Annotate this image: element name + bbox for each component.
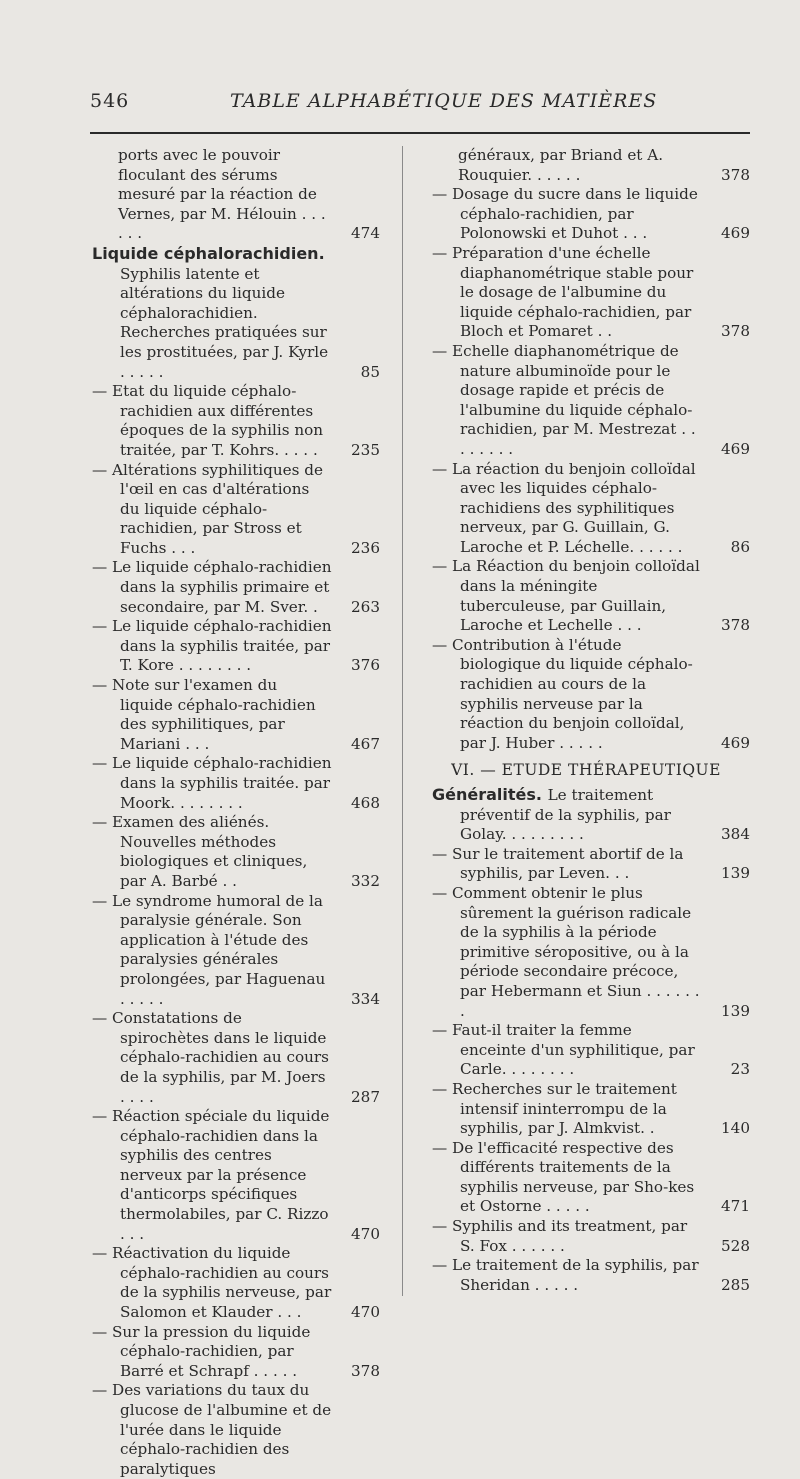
entry-page-number: 467 <box>351 734 380 753</box>
entry-text: — Dosage du sucre dans le liquide céphalo-rachidien, par Polonowski et Duhot . . . <box>432 185 698 243</box>
entry-text: — Contribution à l'étude biologique du liquide céphalo-rachidien au cours de la syphilis nerveuse par la réaction du benjoin colloïdal, par J. Huber . . . . . <box>432 635 693 752</box>
entry-text: — Examen des aliénés. Nouvelles méthodes biologiques et cliniques, par A. Barbé . . <box>92 813 308 890</box>
entry-text: — Le liquide céphalo-rachidien dans la syphilis primaire et secondaire, par M. Sver. . <box>92 558 332 616</box>
entry-page-number: 470 <box>351 1224 380 1243</box>
entry-text: — Comment obtenir le plus sûrement la guérison radicale de la syphilis à la période primitive séropositive, ou à la période secondaire précoce, par Hebermann et Siun . . . . . . . <box>432 883 700 1020</box>
entry-text: — Réactivation du liquide céphalo-rachidien au cours de la syphilis nerveuse, par Salomon et Klauder . . . <box>92 1244 332 1322</box>
index-entry <box>92 1107 380 1244</box>
index-entry <box>432 785 750 845</box>
index-entry <box>432 185 750 244</box>
index-entry <box>92 813 380 891</box>
entry-page-number: 468 <box>351 793 380 812</box>
entry-text: Syphilis latente et altérations du liquide céphalorachidien. Recherches pratiquées sur les prostituées, par J. Kyrle . . . . . <box>120 264 329 381</box>
entry-page-number: 378 <box>721 322 750 341</box>
entry-page-number: 86 <box>730 537 750 556</box>
entry-page-number: 474 <box>351 224 380 243</box>
entry-text: — La réaction du benjoin colloïdal avec les liquides céphalo-rachidiens des syphilitiques nerveux, par G. Guillain, G. Laroche et P. Léchelle. . . . . . <box>432 459 696 556</box>
entry-page-number: 471 <box>721 1197 750 1216</box>
entry-text: généraux, par Briand et A. Rouquier. . . . . . <box>458 146 664 184</box>
index-entry <box>432 557 750 635</box>
index-entry <box>92 754 380 813</box>
index-entry <box>432 1217 750 1256</box>
page-header <box>90 90 750 120</box>
entry-page-number: 470 <box>351 1303 380 1322</box>
entry-page-number: 140 <box>721 1119 750 1138</box>
index-entry <box>432 636 750 754</box>
entry-page-number: 469 <box>721 733 750 752</box>
entry-page-number: 139 <box>721 864 750 883</box>
entry-text: — Réaction spéciale du liquide céphalo-rachidien dans la syphilis des centres nerveux par la présence d'anticorps spécifiques thermolabiles, par C. Rizzo . . . <box>92 1107 330 1243</box>
entry-page-number: 378 <box>721 616 750 635</box>
entry-text: — De l'efficacité respective des différents traitements de la syphilis nerveuse, par Sho-kes et Ostorne . . . . . <box>432 1138 695 1216</box>
entry-page-number: 85 <box>360 362 380 381</box>
entry-page-number: 334 <box>351 989 380 1008</box>
entry-page-number: 287 <box>351 1087 380 1106</box>
index-entry <box>432 244 750 342</box>
index-entry <box>432 845 750 884</box>
entry-page-number: 384 <box>721 825 750 844</box>
entry-text: — La Réaction du benjoin colloïdal dans la méningite tuberculeuse, par Guillain, Laroche et Lechelle . . . <box>432 557 700 635</box>
section-heading: VI. — ETUDE THÉRAPEUTIQUE <box>451 761 721 780</box>
index-entry <box>432 460 750 558</box>
entry-text: ports avec le pouvoir floculant des sérums mesuré par la réaction de Vernes, par M. Hélouin . . . . . . <box>118 146 326 243</box>
entry-page-number: 23 <box>730 1060 750 1079</box>
entry-text: — Le syndrome humoral de la paralysie générale. Son application à l'étude des paralysies générales prolongées, par Haguenau . . . . . <box>92 891 326 1008</box>
entry-page-number: 236 <box>351 538 380 557</box>
index-entry <box>432 1256 750 1295</box>
index-entry <box>92 146 380 244</box>
index-entry <box>432 1139 750 1217</box>
index-entry <box>92 1323 380 1382</box>
entry-text: — Constatations de spirochètes dans le liquide céphalo-rachidien au cours de la syphilis, par M. Joers . . . . <box>92 1009 329 1106</box>
index-entry <box>92 676 380 754</box>
entry-text: — Etat du liquide céphalo-rachidien aux différentes époques de la syphilis non traitée, par T. Kohrs. . . . . <box>92 382 324 459</box>
entry-text: — Syphilis and its treatment, par S. Fox . . . . . . <box>432 1217 688 1255</box>
index-entry <box>92 1381 380 1479</box>
entry-text: — Sur la pression du liquide céphalo-rachidien, par Barré et Schrapf . . . . . <box>92 1322 311 1380</box>
entry-page-number: 263 <box>351 597 380 616</box>
index-entry <box>432 1080 750 1139</box>
index-entry <box>92 892 380 1010</box>
entry-text: — Des variations du taux du glucose de l'albumine et de l'urée dans le liquide céphalo-rachidien des paralytiques <box>92 1381 332 1478</box>
header-rule <box>90 132 750 134</box>
entry-text: — Echelle diaphanométrique de nature albuminoïde pour le dosage rapide et précis de l'albumine du liquide céphalo-rachidien, par M. Mestrezat . . . . . . . . <box>432 341 696 458</box>
entry-page-number: 469 <box>721 439 750 458</box>
left-column <box>92 146 380 1479</box>
entry-text: — Le liquide céphalo-rachidien dans la syphilis traitée, par T. Kore . . . . . . . . <box>92 617 332 675</box>
entry-page-number: 235 <box>351 440 380 459</box>
index-entry <box>432 1021 750 1080</box>
running-title: TABLE ALPHABÉTIQUE DES MATIÈRES <box>230 90 658 112</box>
entry-page-number: 378 <box>721 165 750 184</box>
index-entry <box>92 617 380 676</box>
entry-heading: Liquide céphalorachidien. <box>92 243 325 263</box>
entry-text: — Faut-il traiter la femme enceinte d'un syphilitique, par Carle. . . . . . . . <box>432 1021 695 1079</box>
entry-page-number: 528 <box>721 1236 750 1255</box>
entry-page-number: 285 <box>721 1275 750 1294</box>
entry-page-number: 332 <box>351 871 380 890</box>
index-entry <box>432 884 750 1021</box>
index-entry <box>92 558 380 617</box>
entry-page-number: 469 <box>721 224 750 243</box>
entry-text: — Note sur l'examen du liquide céphalo-rachidien des syphilitiques, par Mariani . . . <box>92 676 316 753</box>
entry-text: Le traitement préventif de la syphilis, par Golay. . . . . . . . . <box>460 786 671 844</box>
index-entry <box>92 382 380 460</box>
column-divider <box>402 146 403 1296</box>
entry-text: — Sur le traitement abortif de la syphilis, par Leven. . . <box>432 844 684 883</box>
page-number: 546 <box>90 90 130 112</box>
entry-text: — Préparation d'une échelle diaphanométrique stable pour le dosage de l'albumine du liquide céphalo-rachidien, par Bloch et Pomaret . . <box>432 243 694 341</box>
entry-page-number: 378 <box>351 1361 380 1380</box>
entry-page-number: 376 <box>351 656 380 675</box>
index-entry <box>92 244 380 382</box>
index-entry <box>432 146 750 185</box>
entry-text: — Le liquide céphalo-rachidien dans la syphilis traitée. par Moork. . . . . . . . <box>92 754 332 812</box>
right-column <box>432 146 750 1295</box>
entry-heading: Généralités. <box>432 785 548 804</box>
index-entry <box>92 1009 380 1107</box>
index-entry <box>92 1244 380 1322</box>
entry-text: — Altérations syphilitiques de l'œil en cas d'altérations du liquide céphalo-rachidien, par Stross et Fuchs . . . <box>92 460 323 557</box>
entry-text: — Le traitement de la syphilis, par Sheridan . . . . . <box>432 1256 699 1294</box>
index-entry <box>432 342 750 460</box>
entry-text: — Recherches sur le traitement intensif ininterrompu de la syphilis, par J. Almkvist. . <box>432 1079 677 1138</box>
entry-page-number: 139 <box>721 1001 750 1020</box>
index-entry <box>92 461 380 559</box>
